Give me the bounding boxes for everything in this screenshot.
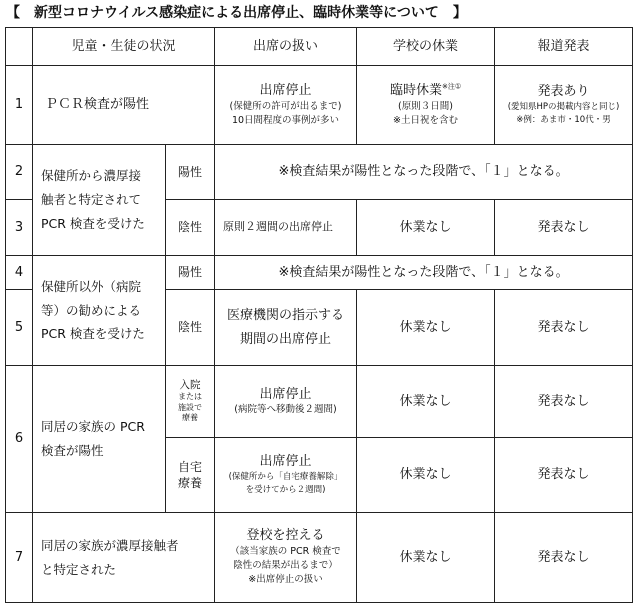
- situation-line: 同居の家族の PCR: [41, 419, 145, 435]
- result-kind-cell: 陰性: [166, 290, 215, 366]
- attendance-sub: 陰性の結果が出るまで）: [233, 560, 338, 572]
- row-number: 7: [6, 513, 33, 603]
- header-closure: 学校の休業: [357, 28, 495, 66]
- situation-cell: [33, 366, 166, 513]
- table-row-7: [6, 513, 633, 603]
- closure-cell: 休業なし: [357, 438, 495, 513]
- attendance-table: [5, 27, 633, 603]
- care-kind-line: 自宅: [178, 459, 203, 474]
- header-row: [6, 28, 633, 66]
- closure-cell: [357, 66, 495, 145]
- attendance-main: 登校を控える: [246, 528, 325, 544]
- result-kind-cell: 陰性: [166, 200, 215, 256]
- attendance-cell: [215, 66, 357, 145]
- situation-cell: [33, 513, 215, 603]
- care-kind-cell: [166, 438, 215, 513]
- row-number: 2: [6, 145, 33, 200]
- attendance-cell: [215, 438, 357, 513]
- attendance-sub: （該当家族の PCR 検査で: [230, 545, 341, 557]
- row-number: 5: [6, 290, 33, 366]
- attendance-main: 出席停止: [259, 386, 312, 402]
- header-attendance: 出席の扱い: [215, 28, 357, 66]
- attendance-cell: [215, 366, 357, 438]
- group-label-cell: [33, 145, 166, 256]
- attendance-line: 医療機関の指示する: [227, 308, 345, 324]
- closure-cell: 休業なし: [357, 366, 495, 438]
- closure-sub: ※土日祝を含む: [393, 114, 458, 126]
- closure-sub: (原則３日間): [398, 100, 453, 112]
- result-kind-cell: 陽性: [166, 145, 215, 200]
- row-number: 3: [6, 200, 33, 256]
- attendance-sub: を受けてから２週間): [245, 484, 326, 495]
- table-row-1: [6, 66, 633, 145]
- attendance-sub: 10日間程度の事例が多い: [231, 114, 340, 126]
- group-label-line: PCR 検査を受けた: [41, 326, 145, 342]
- situation-line: 検査が陽性: [41, 443, 104, 458]
- care-kind-line: 入院: [179, 379, 201, 392]
- attendance-sub: (保健所から「自宅療養解除」: [228, 472, 343, 483]
- announcement-cell: 発表なし: [495, 366, 633, 438]
- closure-cell: 休業なし: [357, 290, 495, 366]
- note-cell: ※検査結果が陽性となった段階で、「１」となる。: [215, 145, 633, 200]
- attendance-main: 出席停止: [259, 82, 312, 98]
- care-kind-line: 療養: [182, 413, 198, 423]
- attendance-line: 期間の出席停止: [240, 331, 332, 347]
- group-label-cell: [33, 256, 166, 366]
- care-kind-line: 施設で: [178, 402, 202, 412]
- table-row-2: [6, 145, 633, 200]
- announcement-sub: ※例：あま市・10代・男: [516, 114, 611, 125]
- care-kind-line: または: [178, 392, 202, 402]
- attendance-main: 出席停止: [259, 454, 312, 470]
- announcement-cell: 発表なし: [495, 290, 633, 366]
- care-kind-line: 療養: [178, 476, 203, 490]
- result-kind-cell: 陽性: [166, 256, 215, 290]
- note-cell: ※検査結果が陽性となった段階で、「１」となる。: [215, 256, 633, 290]
- group-label-line: 触者と特定されて: [41, 192, 142, 208]
- announcement-cell: [495, 66, 633, 145]
- closure-note-mark: ※注①: [441, 82, 462, 91]
- announcement-cell: 発表なし: [495, 438, 633, 513]
- attendance-cell: [215, 513, 357, 603]
- announcement-main: 発表あり: [537, 84, 590, 100]
- attendance-sub: ※出席停止の扱い: [248, 574, 323, 586]
- situation-line: と特定された: [41, 561, 117, 577]
- row-number: 1: [6, 66, 33, 145]
- attendance-cell: 原則２週間の出席停止: [215, 200, 357, 256]
- closure-cell: 休業なし: [357, 200, 495, 256]
- group-label-line: PCR 検査を受けた: [41, 215, 145, 231]
- group-label-line: 等）の勧めによる: [41, 302, 142, 318]
- care-kind-cell: [166, 366, 215, 438]
- header-num-cell: [6, 28, 33, 66]
- header-situation: 児童・生徒の状況: [33, 28, 215, 66]
- group-label-line: 保健所以外（病院: [41, 278, 142, 294]
- announcement-sub: (愛知県HPの掲載内容と同じ): [507, 102, 620, 113]
- attendance-sub: (保健所の許可が出るまで): [229, 100, 342, 112]
- announcement-cell: 発表なし: [495, 200, 633, 256]
- closure-main: 臨時休業: [389, 82, 442, 98]
- situation-line: 同居の家族が濃厚接触者: [41, 537, 179, 553]
- closure-cell: 休業なし: [357, 513, 495, 603]
- row-number: 4: [6, 256, 33, 290]
- group-label-line: 保健所から濃厚接: [41, 168, 142, 184]
- table-row-4: [6, 256, 633, 290]
- attendance-cell: [215, 290, 357, 366]
- attendance-sub: (病院等へ移動後２週間): [234, 404, 337, 416]
- page-title: 【 新型コロナウイルス感染症による出席停止、臨時休業等について 】: [6, 5, 467, 21]
- situation-cell: ＰＣＲ検査が陽性: [33, 66, 215, 145]
- announcement-cell: 発表なし: [495, 513, 633, 603]
- row-number: 6: [6, 366, 33, 513]
- header-announcement: 報道発表: [495, 28, 633, 66]
- table-row-6a: [6, 366, 633, 438]
